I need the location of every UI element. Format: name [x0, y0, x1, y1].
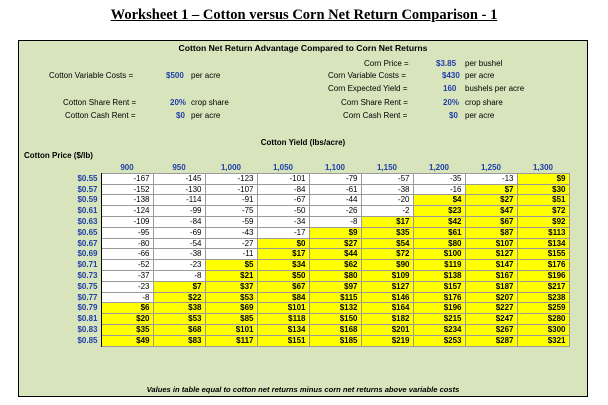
net-return-cell: $134: [517, 238, 569, 249]
net-return-cell: -43: [205, 227, 257, 238]
net-return-cell: $53: [153, 314, 205, 325]
net-return-cell: -130: [153, 184, 205, 195]
cotton-variable-costs-label: Cotton Variable Costs =: [49, 71, 134, 80]
net-return-cell: -101: [257, 173, 309, 184]
corn-expected-yield-value[interactable]: 160: [443, 84, 457, 93]
net-return-cell: $118: [257, 314, 309, 325]
cotton-cash-rent-value[interactable]: $0: [176, 111, 185, 120]
net-return-cell: $21: [205, 270, 257, 281]
net-return-cell: $168: [309, 324, 361, 335]
net-return-cell: -35: [413, 173, 465, 184]
net-return-cell: $35: [101, 324, 153, 335]
corn-expected-yield-unit: bushels per acre: [465, 84, 525, 93]
cotton-price-cell: $0.81: [76, 314, 101, 325]
net-return-cell: -8: [309, 216, 361, 227]
net-return-cell: -80: [101, 238, 153, 249]
net-return-cell: $247: [465, 314, 517, 325]
net-return-cell: $147: [465, 260, 517, 271]
net-return-cell: -79: [309, 173, 361, 184]
net-return-cell: -84: [153, 216, 205, 227]
net-return-cell: -23: [101, 281, 153, 292]
net-return-cell: $321: [517, 335, 569, 346]
net-return-cell: $22: [153, 292, 205, 303]
yield-column-header: 1,100: [324, 163, 346, 172]
net-return-cell: $87: [465, 227, 517, 238]
net-return-cell: -50: [257, 206, 309, 217]
table-row: [76, 335, 569, 346]
net-return-cell: $215: [413, 314, 465, 325]
net-return-cell: -27: [205, 238, 257, 249]
net-return-cell: $119: [413, 260, 465, 271]
net-return-cell: -37: [101, 270, 153, 281]
net-return-cell: -59: [205, 216, 257, 227]
net-return-table: [76, 163, 570, 347]
net-return-cell: $72: [361, 249, 413, 260]
net-return-cell: $267: [465, 324, 517, 335]
net-return-cell: -145: [153, 173, 205, 184]
net-return-cell: $150: [309, 314, 361, 325]
cotton-price-cell: $0.71: [76, 260, 101, 271]
net-return-cell: $27: [309, 238, 361, 249]
net-return-cell: $113: [517, 227, 569, 238]
net-return-cell: $30: [517, 184, 569, 195]
table-row: [76, 303, 569, 314]
net-return-cell: $134: [257, 324, 309, 335]
net-return-cell: $127: [361, 281, 413, 292]
cotton-share-rent-value[interactable]: 20%: [170, 98, 187, 107]
yield-column-header: 1,200: [428, 163, 450, 172]
cotton-price-cell: $0.77: [76, 292, 101, 303]
net-return-cell: $167: [465, 270, 517, 281]
corn-share-rent-label: Corn Share Rent =: [341, 98, 408, 107]
net-return-cell: $182: [361, 314, 413, 325]
net-return-cell: $92: [517, 216, 569, 227]
net-return-cell: $72: [517, 206, 569, 217]
net-return-cell: -138: [101, 195, 153, 206]
net-return-cell: $37: [205, 281, 257, 292]
yield-column-header: 1,300: [532, 163, 554, 172]
net-return-cell: $38: [153, 303, 205, 314]
net-return-cell: -38: [153, 249, 205, 260]
cotton-cash-rent-unit: per acre: [191, 111, 221, 120]
net-return-cell: $67: [257, 281, 309, 292]
net-return-cell: -23: [153, 260, 205, 271]
cotton-price-header: Cotton Price ($/lb): [24, 151, 93, 160]
net-return-cell: -34: [257, 216, 309, 227]
net-return-cell: -91: [205, 195, 257, 206]
net-return-cell: $109: [361, 270, 413, 281]
net-return-cell: $155: [517, 249, 569, 260]
net-return-cell: $68: [153, 324, 205, 335]
net-return-cell: $101: [205, 324, 257, 335]
net-return-cell: $49: [101, 335, 153, 346]
table-footnote: Values in table equal to cotton net returns minus corn net returns above variable costs: [146, 385, 460, 394]
net-return-cell: $69: [205, 303, 257, 314]
corn-cash-rent-value[interactable]: $0: [449, 111, 458, 120]
net-return-cell: $42: [413, 216, 465, 227]
net-return-cell: -66: [101, 249, 153, 260]
net-return-cell: -67: [257, 195, 309, 206]
corn-variable-costs-unit: per acre: [465, 71, 495, 80]
net-return-cell: $34: [257, 260, 309, 271]
net-return-cell: $44: [309, 249, 361, 260]
corn-price-value[interactable]: $3.85: [436, 59, 457, 68]
cotton-price-cell: $0.83: [76, 324, 101, 335]
net-return-cell: -84: [257, 184, 309, 195]
net-return-cell: $157: [413, 281, 465, 292]
table-row: [76, 216, 569, 227]
net-return-cell: -20: [361, 195, 413, 206]
net-return-cell: $259: [517, 303, 569, 314]
net-return-cell: $62: [309, 260, 361, 271]
table-row: [76, 249, 569, 260]
net-return-cell: $17: [257, 249, 309, 260]
cotton-price-cell: $0.57: [76, 184, 101, 195]
net-return-cell: $54: [361, 238, 413, 249]
net-return-cell: $35: [361, 227, 413, 238]
net-return-cell: -123: [205, 173, 257, 184]
cotton-yield-header: Cotton Yield (lbs/acre): [260, 138, 346, 147]
net-return-cell: $219: [361, 335, 413, 346]
net-return-cell: $187: [465, 281, 517, 292]
worksheet-title: [0, 7, 608, 24]
cotton-price-cell: $0.59: [76, 195, 101, 206]
corn-price-unit: per bushel: [465, 59, 503, 68]
net-return-cell: $117: [205, 335, 257, 346]
table-row: [76, 238, 569, 249]
table-row: [76, 281, 569, 292]
net-return-cell: -69: [153, 227, 205, 238]
net-return-cell: $127: [465, 249, 517, 260]
net-return-cell: -44: [309, 195, 361, 206]
net-return-cell: -2: [361, 206, 413, 217]
net-return-cell: -16: [413, 184, 465, 195]
cotton-variable-costs-unit: per acre: [191, 71, 221, 80]
table-row: [76, 173, 569, 184]
worksheet-title-rest: – Cotton versus Corn Net Return Comparison - 1: [188, 7, 498, 23]
corn-variable-costs-value[interactable]: $430: [442, 71, 460, 80]
table-row: [76, 195, 569, 206]
net-return-cell: -38: [361, 184, 413, 195]
net-return-cell: $9: [517, 173, 569, 184]
net-return-cell: $238: [517, 292, 569, 303]
net-return-cell: -107: [205, 184, 257, 195]
net-return-cell: $185: [309, 335, 361, 346]
net-return-cell: $0: [257, 238, 309, 249]
net-return-cell: $27: [465, 195, 517, 206]
net-return-cell: $164: [361, 303, 413, 314]
cotton-price-cell: $0.69: [76, 249, 101, 260]
net-return-cell: $23: [413, 206, 465, 217]
table-header: Cotton Net Return Advantage Compared to Corn Net Returns: [178, 43, 428, 53]
table-row: [76, 184, 569, 195]
cotton-price-cell: $0.75: [76, 281, 101, 292]
worksheet-title-main: Worksheet 1: [110, 7, 189, 23]
cotton-cash-rent-label: Cotton Cash Rent =: [65, 111, 136, 120]
cotton-share-rent-label: Cotton Share Rent =: [63, 98, 137, 107]
net-return-cell: -167: [101, 173, 153, 184]
net-return-cell: -95: [101, 227, 153, 238]
net-return-cell: $97: [309, 281, 361, 292]
net-return-cell: -109: [101, 216, 153, 227]
net-return-cell: $50: [257, 270, 309, 281]
net-return-cell: $20: [101, 314, 153, 325]
net-return-cell: -99: [153, 206, 205, 217]
cotton-price-cell: $0.63: [76, 216, 101, 227]
net-return-cell: $196: [413, 303, 465, 314]
table-row: [76, 206, 569, 217]
net-return-cell: $101: [257, 303, 309, 314]
table-row: [76, 314, 569, 325]
net-return-cell: $6: [101, 303, 153, 314]
net-return-cell: $53: [205, 292, 257, 303]
net-return-cell: $7: [465, 184, 517, 195]
net-return-cell: $4: [413, 195, 465, 206]
corn-variable-costs-label: Corn Variable Costs =: [328, 71, 406, 80]
cotton-variable-costs-value[interactable]: $500: [166, 71, 184, 80]
net-return-cell: $51: [517, 195, 569, 206]
cotton-price-cell: $0.73: [76, 270, 101, 281]
worksheet-panel: [18, 40, 588, 397]
net-return-cell: -26: [309, 206, 361, 217]
net-return-cell: $300: [517, 324, 569, 335]
net-return-cell: $132: [309, 303, 361, 314]
net-return-cell: $227: [465, 303, 517, 314]
corn-price-label: Corn Price =: [364, 59, 409, 68]
net-return-cell: $138: [413, 270, 465, 281]
cotton-price-cell: $0.55: [76, 173, 101, 184]
net-return-cell: $61: [413, 227, 465, 238]
net-return-cell: $80: [413, 238, 465, 249]
net-return-cell: $5: [205, 260, 257, 271]
net-return-cell: $151: [257, 335, 309, 346]
net-return-cell: $107: [465, 238, 517, 249]
net-return-cell: $217: [517, 281, 569, 292]
corn-cash-rent-label: Corn Cash Rent =: [343, 111, 408, 120]
net-return-cell: $207: [465, 292, 517, 303]
corn-expected-yield-label: Corn Expected Yield =: [328, 84, 408, 93]
cotton-price-cell: $0.79: [76, 303, 101, 314]
net-return-cell: $196: [517, 270, 569, 281]
net-return-cell: $234: [413, 324, 465, 335]
net-return-cell: -57: [361, 173, 413, 184]
table-row: [76, 227, 569, 238]
net-return-cell: $90: [361, 260, 413, 271]
net-return-cell: $253: [413, 335, 465, 346]
net-return-cell: -152: [101, 184, 153, 195]
net-return-cell: -75: [205, 206, 257, 217]
net-return-cell: $85: [205, 314, 257, 325]
corn-share-rent-unit: crop share: [465, 98, 503, 107]
net-return-cell: -11: [205, 249, 257, 260]
cotton-price-cell: $0.85: [76, 335, 101, 346]
net-return-cell: -54: [153, 238, 205, 249]
cotton-price-cell: $0.65: [76, 227, 101, 238]
net-return-cell: $287: [465, 335, 517, 346]
yield-column-header: 900: [120, 163, 134, 172]
net-return-cell: $146: [361, 292, 413, 303]
net-return-cell: $67: [465, 216, 517, 227]
corn-share-rent-value[interactable]: 20%: [443, 98, 460, 107]
net-return-cell: -114: [153, 195, 205, 206]
yield-column-header: 950: [172, 163, 186, 172]
net-return-cell: $115: [309, 292, 361, 303]
net-return-cell: $100: [413, 249, 465, 260]
net-return-cell: $47: [465, 206, 517, 217]
net-return-cell: $84: [257, 292, 309, 303]
net-return-cell: -8: [101, 292, 153, 303]
net-return-cell: -8: [153, 270, 205, 281]
table-row: [76, 270, 569, 281]
net-return-cell: $9: [309, 227, 361, 238]
yield-column-header: 1,250: [480, 163, 502, 172]
yield-column-header: 1,050: [272, 163, 294, 172]
cotton-share-rent-unit: crop share: [191, 98, 229, 107]
net-return-cell: -17: [257, 227, 309, 238]
table-corner: [76, 163, 101, 173]
corn-cash-rent-unit: per acre: [465, 111, 495, 120]
net-return-cell: -52: [101, 260, 153, 271]
table-row: [76, 260, 569, 271]
table-row: [76, 324, 569, 335]
net-return-cell: $280: [517, 314, 569, 325]
yield-header-row: [76, 163, 569, 173]
net-return-cell: -124: [101, 206, 153, 217]
yield-column-header: 1,150: [376, 163, 398, 172]
net-return-cell: $176: [413, 292, 465, 303]
table-row: [76, 292, 569, 303]
net-return-cell: -13: [465, 173, 517, 184]
net-return-cell: $83: [153, 335, 205, 346]
net-return-cell: $80: [309, 270, 361, 281]
net-return-cell: -61: [309, 184, 361, 195]
net-return-cell: $176: [517, 260, 569, 271]
net-return-cell: $17: [361, 216, 413, 227]
yield-column-header: 1,000: [220, 163, 242, 172]
cotton-price-cell: $0.61: [76, 206, 101, 217]
net-return-cell: $201: [361, 324, 413, 335]
cotton-price-cell: $0.67: [76, 238, 101, 249]
net-return-cell: $7: [153, 281, 205, 292]
